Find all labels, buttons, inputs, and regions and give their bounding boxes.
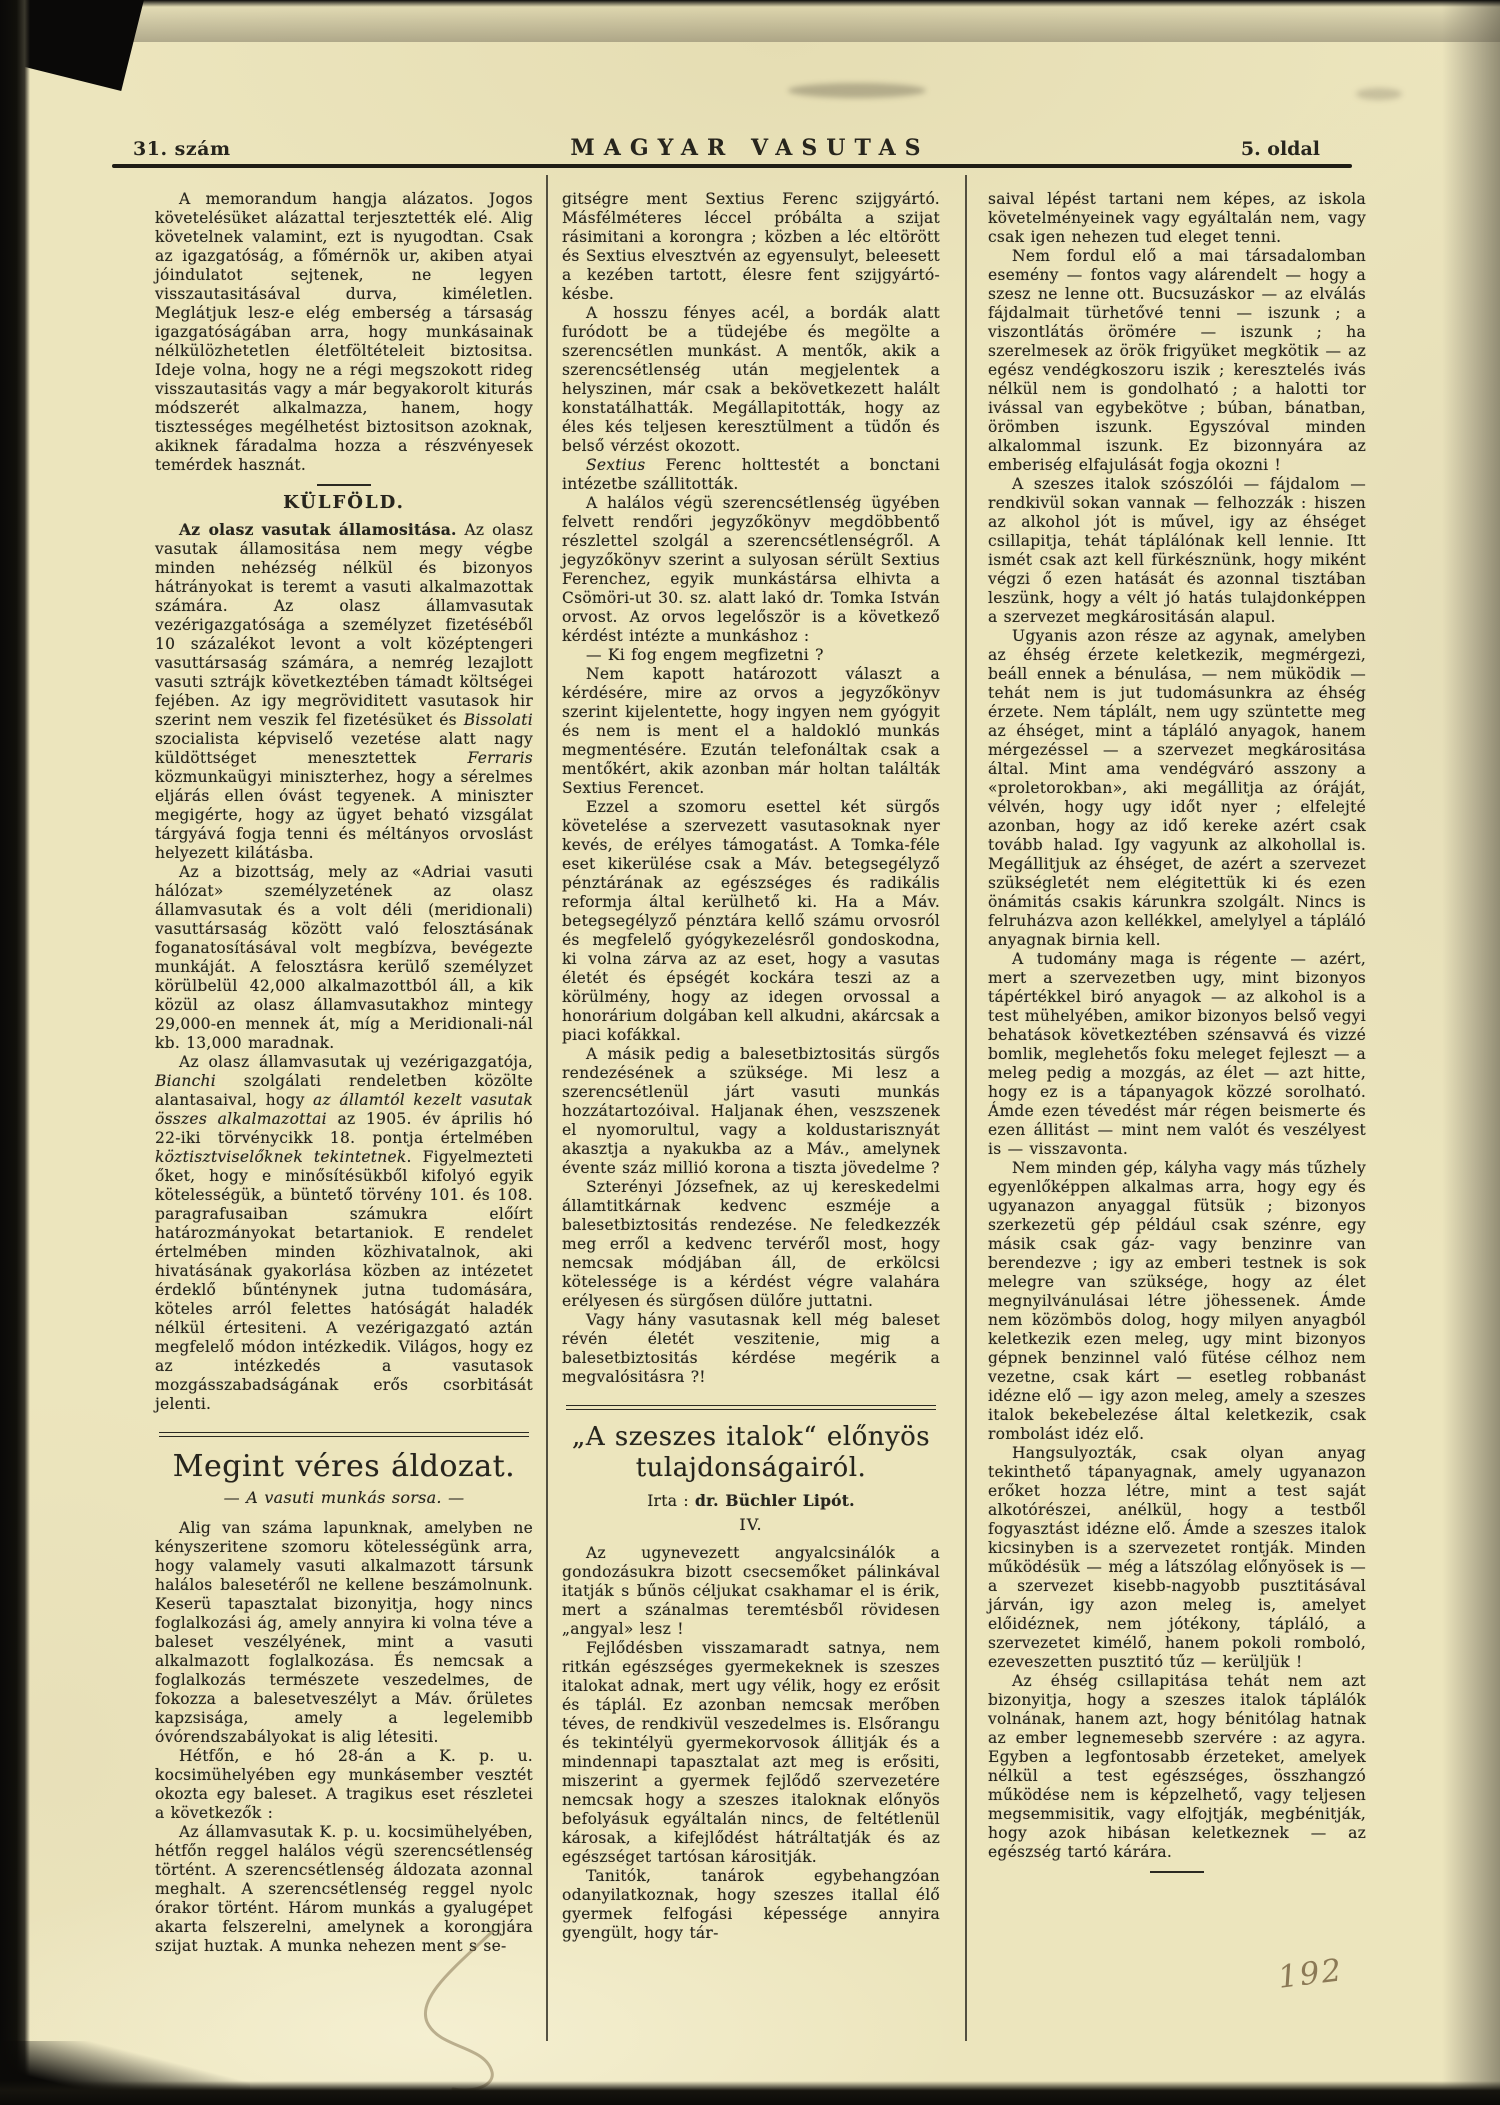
text-segment: Nem fordul elő a mai társadalomban esemény — fontos vagy alárendelt — hogy a szesz ne lenne ott. Bucsuzáskor — az elválás fájdalmait türhetővé tenni — iszunk ; a viszontlátás örömére — iszunk ; ha szerelmesek az örök frigyüket megkötik — az egész vendégkoszoru iszik ; keresztelés ivás nélkül nem is gondolható ; a halotti tor ivással van egybekötve ; búban, bánatban, örömben iszunk. Egyszóval minden alkalommal iszunk. Ez bizonnyára az emberiség elfajulását fogja okozni ! (988, 247, 1366, 474)
text-segment: . Figyelmezteti őket, hogy e minősítésükből kifolyó egyik kötelességük, a büntető törvény 101. és 108. paragrafusaiban számukra előírt határozmányokat betartaniok. E rendelet értelmében minden közhivatalnok, aki hivatásának gyakorlása közben az intézetet érdeklő bűnténynek jutna tudomására, köteles arról felettes hatóságát haladék nélkül értesiteni. A vezérigazgató aztán megfelelő módon intézkedik. Világos, hogy ez az intézkedés a vasutasok mozgásszabadságának erős csorbitását jelenti. (155, 1148, 533, 1413)
section-heading (155, 493, 533, 512)
text-segment: köztisztviselőknek tekintetnek (155, 1148, 407, 1166)
masthead-title: MAGYAR VASUTAS (570, 135, 930, 161)
paragraph (562, 1544, 940, 1639)
text-segment: gitségre ment Sextius Ferenc szijgyártó. Másfélméteres léccel próbálta a szijat rásimitani a korongra ; közben a léc eltörött és Sextius elvesztvén az egyensulyt, beleesett a kezében tartott, élesre fent szijgyártó-késbe. (562, 190, 940, 303)
text-segment: szocialista képviselő vezetése alatt nagy küldöttséget menesztettek (155, 730, 533, 767)
issue-number: 31. szám (133, 138, 231, 160)
text-segment: IV. (739, 1515, 763, 1535)
text-segment: Ferenc holttestét a bonctani intézetbe szállitották. (562, 456, 940, 493)
text-segment: Megint véres áldozat. (172, 1449, 516, 1484)
paragraph (562, 190, 940, 304)
paragraph (562, 646, 940, 665)
paragraph (988, 1672, 1366, 1862)
text-segment: saival lépést tartani nem képes, az iskola követelményeinek vagy egyáltalán nem, vagy csak igen nehezen tud eleget tenni. (988, 190, 1366, 246)
paragraph (562, 1178, 940, 1311)
column-2 (562, 190, 940, 1943)
paragraph (988, 247, 1366, 475)
text-segment: Szterényi Józsefnek, az uj kereskedelmi államtitkárnak kedvenc eszméje a balesetbiztositás rendezése. Ne feledkezzék meg erről a kedvenc tervéről most, hogy nemcsak módjában áll, de erkölcsi kötelessége is a kérdést végre valahára erélyesen és sürgősen dülőre juttatni. (562, 1178, 940, 1310)
text-segment: Az olasz vasutak államositása. (179, 520, 457, 539)
scan-edge-right (1442, 0, 1500, 2105)
text-segment: Bissolati (463, 711, 533, 729)
text-segment: KÜLFÖLD. (283, 492, 405, 513)
scan-smudge (1356, 88, 1402, 100)
scan-edge-left (0, 0, 30, 2105)
article-subtitle (155, 1488, 533, 1507)
paragraph (988, 190, 1366, 247)
text-segment: — A vasuti munkás sorsa. — (223, 1488, 465, 1508)
text-segment: Ugyanis azon része az agynak, amelyben az éhség érzete keletkezik, megmérgezi, beáll ennek a bénulása, — nem müködik — tehát nem is jut tudomásunkra az éhség érzete. Nem táplált, nem ugy szüntette meg az éhséget, mint a tápláló anyagok, hanem mérgezéssel — a szervezet megkárositása által. Mint ama vendégváró asszony a «proletorokban», aki megállitja az óráját, vélvén, hogy ugy időt nyer ; elfelejté azonban, hogy az idő kereke azért csak tovább halad. Igy vagyunk az alkohollal is. Megállitjuk az éhséget, de azért a szervezet szükségletét nem elégitettük ki és ezen önámitás csakis kárunkra szolgált. Nincs is felruházva azon kellékkel, amelylyel a tápláló anyagnak birnia kell. (988, 627, 1366, 949)
paragraph (562, 1311, 940, 1387)
paragraph (155, 1053, 533, 1414)
double-rule (159, 1432, 529, 1437)
column-divider (965, 175, 967, 2041)
text-segment: A halálos végü szerencsétlenség ügyében felvett rendőri jegyzőkönyv megdöbbentő részlettel szolgál a szerencsétlenségről. A jegyzőkönyv szerint a sulyosan sérült Sextius Ferenchez, egyik munkástársa elhivta a Csömöri-ut 30. sz. alatt lakó dr. Tomka István orvost. Az orvos legelőször is a következő kérdést intézte a munkáshoz : (562, 494, 940, 645)
short-rule (317, 484, 371, 486)
double-rule (566, 1405, 936, 1410)
paragraph (988, 475, 1366, 627)
paragraph (988, 1159, 1366, 1444)
paragraph (155, 190, 533, 475)
text-segment: Alig van száma lapunknak, amelyben ne kényszeritene szomoru kötelességünk arra, hogy valamely vasuti alkalmazott társunk halálos balesetéről ne kellene beszámolnunk. Keserü tapasztalat bizonyitja, hogy nincs foglalkozási ág, amely annyira ki volna téve a baleset veszélyének, mint a vasuti alkalmazott foglalkozása. És nemcsak a foglalkozás természete veszedelmes, de fokozza a balesetveszélyt a Máv. őrületes kapzsisága, amely a legelemibb óvórendszabályokat is alig létesiti. (155, 1519, 533, 1747)
text-segment: Az a bizottság, mely az «Adriai vasuti hálózat» személyzetének az olasz államvasutak és a volt déli (meridionali) vasuttársaság között való felosztásának foganatosításával volt megbízva, bevégezte munkáját. A felosztásra kerülő személyzet körülbelül 42,000 alkalmazottból áll, a kik közül az olasz államvasutakhoz mintegy 29,000-en mennek át, míg a Meridionali-nál kb. 13,000 maradnak. (155, 863, 533, 1052)
paragraph (562, 1639, 940, 1867)
paragraph (562, 304, 940, 456)
scan-bottom-shadow (0, 0, 1500, 42)
paragraph (155, 520, 533, 863)
text-segment: Az ugynevezett angyalcsinálók a gondozásukra bizott csecsemőket pálinkával itatják s bűnös céljukat csakhamar el is érik, mert a szánalmas teremtésből rövidesen „angyal» lesz ! (562, 1544, 940, 1639)
text-segment: A szeszes italok szószólói — fájdalom — rendkivül sokan vannak — felhozzák : hiszen az alkohol jót is művel, igy az éhséget csillapitja, tehát táplálónak kell lennie. Itt ismét csak azt kell fürkésznünk, hogy miként végzi ő ezen hatását és azonnal tisztában leszünk, hogy a vélt jó hatás tulajdonképpen a szervezet megkárositásán alapul. (988, 475, 1366, 626)
text-segment: Az olasz államvasutak uj vezérigazgatója, (179, 1053, 533, 1071)
text-segment: A hosszu fényes acél, a bordák alatt furódott be a tüdejébe és megölte a szerencsétlen munkást. A mentők, akik a szerencsétlenség után megjelentek a helyszinen, már csak a bekövetkezett halált konstatálhatták. Megállapitották, hogy az éles kés teljesen keresztülment a tüdőn és belső vérzést okozott. (562, 304, 940, 455)
text-segment: Vagy hány vasutasnak kell még baleset révén életét veszitenie, mig a balesetbiztositás kérdése megérik a megvalósitásra ?! (562, 1311, 940, 1386)
text-segment: Bianchi (155, 1072, 216, 1090)
text-segment: Sextius (586, 456, 646, 474)
scan-corner-bottom-left (0, 2041, 250, 2105)
paragraph (988, 627, 1366, 950)
text-segment: Ferraris (467, 749, 533, 767)
column-3 (988, 190, 1366, 1880)
text-segment: Hétfőn, e hó 28-án a K. p. u. kocsimühelyében egy munkásember vesztét okozta egy baleset. A tragikus eset részletei a következők : (155, 1747, 533, 1823)
text-segment: „A szeszes italok“ előnyös tulajdonságairól. (571, 1422, 931, 1483)
paragraph (562, 494, 940, 646)
text-segment: az 1905. év április hó 22-iki törvénycikk 18. pontja értelmében (155, 1110, 534, 1147)
scan-smudge (788, 83, 926, 98)
chapter-number (562, 1515, 940, 1534)
paragraph (562, 1045, 940, 1178)
text-segment: Irta : (647, 1492, 696, 1511)
pencil-mark: 192 (1276, 1952, 1346, 1996)
paragraph (562, 798, 940, 1045)
text-segment: Az államvasutak K. p. u. kocsimühelyében, hétfőn reggel halálos végü szerencsétlenség történt. A szerencsétlenség áldozata azonnal meghalt. A szerencsétlenség reggel nyolc órakor történt. Három munkás a gyalugépet akarta felszerelni, amelynek a korongjára szijat huztak. A munka nehezen ment s se- (155, 1823, 533, 1956)
text-segment: Nem kapott határozott választ a kérdésére, mire az orvos a jegyzőkönyv szerint kijelentette, hogy ingyen nem gyógyit és nem is ment el a haldokló munkás megmentésére. Ezután telefonáltak csak a mentőkért, akik azonban már holtan találták Sextius Ferencet. (562, 665, 940, 797)
text-segment: A másik pedig a balesetbiztositás sürgős rendezésének a szüksége. Mi lesz a szerencsétlenül járt vasuti munkás hozzátartozóival. Haljanak éhen, veszszenek el nyomorultul, vagy a koldustarisznyát akasztja a nyakukba az a Máv., amelynek évente száz millió korona a tiszta jövedelme ? (562, 1045, 940, 1177)
paragraph (155, 1519, 533, 1747)
text-segment: A memorandum hangja alázatos. Jogos követelésüket alázattal terjesztették elé. Alig követelnek valamint, ezt is nyugodtan. Csak az igazgatóság, a főmérnök ur, akiben atyai jóindulatot sejtenek, ne legyen visszautasitásával durva, kiméletlen. Meglátjuk lesz-e elég emberség a társaság igazgatóságában arra, hogy munkásainak nélkülözhetetlen életföltételeit biztositsa. Ideje volna, hogy ne a régi megszokott rideg visszautasitás vagy a már begyakorolt kiturás módszerét alkalmazza, hanem, hogy tisztességes megélhetést biztositson azoknak, akiknek fáradalma hozza a részvényesek temérdek hasznát. (155, 190, 533, 474)
paragraph (155, 1747, 533, 1823)
paragraph (562, 1867, 940, 1943)
page-number: 5. oldal (1240, 138, 1320, 160)
text-segment: az államtól kezelt vasutak összes alkalmazottai (155, 1091, 534, 1128)
text-segment: közmunkaügyi miniszterhez, hogy a sérelmes eljárás ellen óvást tegyenek. A miniszter megigérte, hogy az ügyet beható vizsgálat tárgyává fogja tenni és méltányos orvoslást helyezett kilátásba. (155, 768, 533, 862)
paragraph (988, 1444, 1366, 1672)
text-segment: Ezzel a szomoru esettel két sürgős követelése a szervezett vasutasoknak nyer kevés, de erélyes támogatást. A Tomka-féle eset kikerülése csak a Máv. betegsegélyző pénztárának az egészséges és radikális reformja által kerülhető ki. Ha a Máv. betegsegélyző pénztára kellő számu orvosról és megfelelő gyógykezelésről gondoskodna, ki volna zárva az az eset, hogy a vasutas életét és épségét kockára teszi az a körülmény, hogy az idegen orvossal a honorárium dolgában kell alkudni, akárcsak a piaci kofákkal. (562, 798, 940, 1044)
column-divider (546, 175, 548, 2041)
article-heading (155, 1449, 533, 1484)
text-segment: Nem minden gép, kályha vagy más tűzhely egyenlőképpen alkalmas arra, hogy egy és ugyanazon anyaggal fütsük ; bizonyos szerkezetü gép például csak szénre, egy másik csak gáz- vagy benzinre van berendezve ; igy az emberi testnek is sok melegre van szüksége, hogy az élet megnyilvánulásai létre jöhessenek. Ámde nem közömbös dolog, hogy milyen anyagból keletkezik ezen meleg, ugy mint bizonyos gépnek benzinnel való fütése célhoz nem vezetne, csak kárt — esetleg robbanást idézne elő — igy azon meleg, amely a szeszes italok bekebelezése által keletkezik, csak rombolást idéz elő. (988, 1159, 1366, 1443)
paragraph (155, 863, 533, 1053)
byline (562, 1491, 940, 1511)
short-rule (1150, 1871, 1204, 1873)
text-segment: A tudomány maga is régente — azért, mert a szervezetben ugy, mint bizonyos tápértékkel biró anyagok — az alkohol is a test mühelyében, amikor bizonyos belső vegyi behatások következtében szénsavvá és vizzé bomlik, meglehetős foku meleget fejleszt — a meleg pedig a mozgás, az élet — azt hitte, hogy ez is a tápanyagok közzé sorolható. Ámde ezen tévedést már régen beismerte és ezen állitást — mint nem valót és veszélyest is — visszavonta. (988, 950, 1366, 1158)
pencil-squiggle-icon (395, 1925, 535, 2100)
text-segment: szolgálati rendeletben közölte alantasaival, hogy (155, 1072, 533, 1109)
header-rule (112, 164, 1352, 168)
text-segment: Hangsulyozták, csak olyan anyag tekinthető tápanyagnak, amely ugyanazon erőket hozza létre, mint a test saját alkotórészei, anélkül, hogy a testből fogyasztást idézne elő. Ámde a szeszes italok kicsinyben is a szervezetet rontják. Minden működésük — még a látszólag előnyösek is — a szervezet kisebb-nagyobb pusztitásával járván, igy azon meleg is, amelyet előidéznek, nem jótékony, tápláló, a szervezetet kimélő, hanem pokoli romboló, ezeveszetten pusztitó tűz — kerüljük ! (988, 1444, 1366, 1671)
scan-corner-top-left (0, 0, 153, 91)
paragraph (988, 950, 1366, 1159)
paragraph (562, 665, 940, 798)
text-segment: Fejlődésben visszamaradt satnya, nem ritkán egészséges gyermekeknek is szeszes italokat adnak, mert ugy vélik, hogy ez erősit és táplál. Ez azonban nemcsak merőben téves, de rendkivül veszedelmes is. Elsőrangu és tekintélyü gyermekorvosok állitják és a mindennapi tapasztalat azt meg is erősiti, miszerint a gyermek fejlődő szervezetére nemcsak hogy a szeszes italoknak előnyös befolyásuk egyáltalán nincs, de feltétlenül károsak, a kifejlődést hátráltatják és az egészséget tartósan kárositják. (562, 1639, 940, 1867)
text-segment: Az olasz vasutak államositása nem megy végbe minden nehézség nélkül és bizonyos hátrányokat is teremt a vasuti alkalmazottak számára. Az olasz államvasutak vezérigazgatósága a személyzet fizetéséből 10 százalékot levont a volt középtengeri vasuttársaság számára, a nemrég lezajlott vasuti sztrájk következtében támadt költségei fejében. Az igy megröviditett vasutasok hir szerint nem veszik fel fizetésüket és (155, 521, 533, 729)
article-heading (562, 1422, 940, 1483)
text-segment: Az éhség csillapitása tehát nem azt bizonyitja, hogy a szeszes italok táplálók volnának, hanem azt, hogy bénitólag hatnak az ember legnemesebb szervére : az agyra. Egyben a legfontosabb érzeteket, amelyek nélkül a test egészséges, összhangzó működése nem is képzelhető, vagy teljesen megsemmisitik, vagy elfojtják, megbénitják, hogy azok hibásan keletkeznek — az egészség tartó kárára. (988, 1672, 1366, 1861)
column-1 (155, 190, 533, 1956)
paragraph (562, 456, 940, 494)
text-segment: — Ki fog engem megfizetni ? (586, 646, 824, 664)
text-segment: dr. Büchler Lipót. (695, 1491, 855, 1511)
text-segment: Tanitók, tanárok egybehangzóan odanyilatkoznak, hogy szeszes itallal élő gyermek felfogási képessége annyira gyengült, hogy tár- (562, 1867, 940, 1943)
